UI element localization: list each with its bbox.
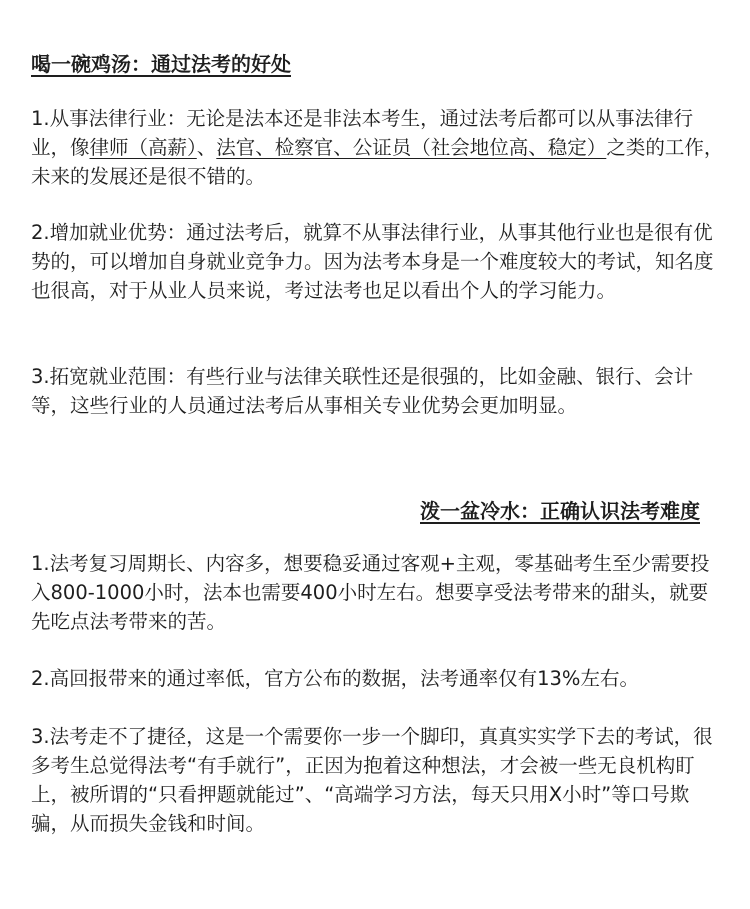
section-1-paragraph-1 (31, 104, 726, 191)
section-2-paragraph-3: 3.法考走不了捷径，这是一个需要你一步一个脚印，真真实实学下去的考试，很多考生总觉得法考“有手就行”，正因为抱着这种想法，才会被一些无良机构盯上，被所谓的“只看押题就能过”、“高端学习方法，每天只用X小时”等口号欺骗，从而损失金钱和时间。 (31, 725, 713, 835)
section-1-paragraph-3: 3.拓宽就业范围：有些行业与法律关联性还是很强的，比如金融、银行、会计等，这些行业的人员通过法考后从事相关专业优势会更加明显。 (31, 365, 694, 417)
paragraph-text-end: 之类的工作，未来的发展还是很不错的。 (31, 136, 724, 188)
separator-text: 、 (196, 136, 217, 159)
section-2-heading: 泼一盆冷水：正确认识法考难度 (420, 499, 700, 523)
underlined-lawyer-phrase: 律师（高薪） (89, 136, 197, 159)
section-2-paragraph-1: 1.法考复习周期长、内容多，想要稳妥通过客观+主观，零基础考生至少需要投入800-1000小时，法本也需要400小时左右。想要享受法考带来的甜头，就要先吃点法考带来的苦。 (31, 552, 710, 633)
section-1-paragraph-2: 2.增加就业优势：通过法考后，就算不从事法律行业，从事其他行业也是很有优势的，可以增加自身就业竞争力。因为法考本身是一个难度较大的考试，知名度也很高，对于从业人员来说，考过法考也足以看出个人的学习能力。 (31, 221, 714, 302)
section-1-heading: 喝一碗鸡汤：通过法考的好处 (31, 52, 291, 76)
paragraph-text: 1.从事法律行业：无论是法本还是非法本考生，通过法考后都可以从事法律行业，像 (31, 107, 694, 159)
section-2-paragraph-2: 2.高回报带来的通过率低，官方公布的数据，法考通率仅有13%左右。 (31, 667, 639, 690)
underlined-officials-phrase: 法官、检察官、公证员（社会地位高、稳定） (216, 136, 607, 159)
